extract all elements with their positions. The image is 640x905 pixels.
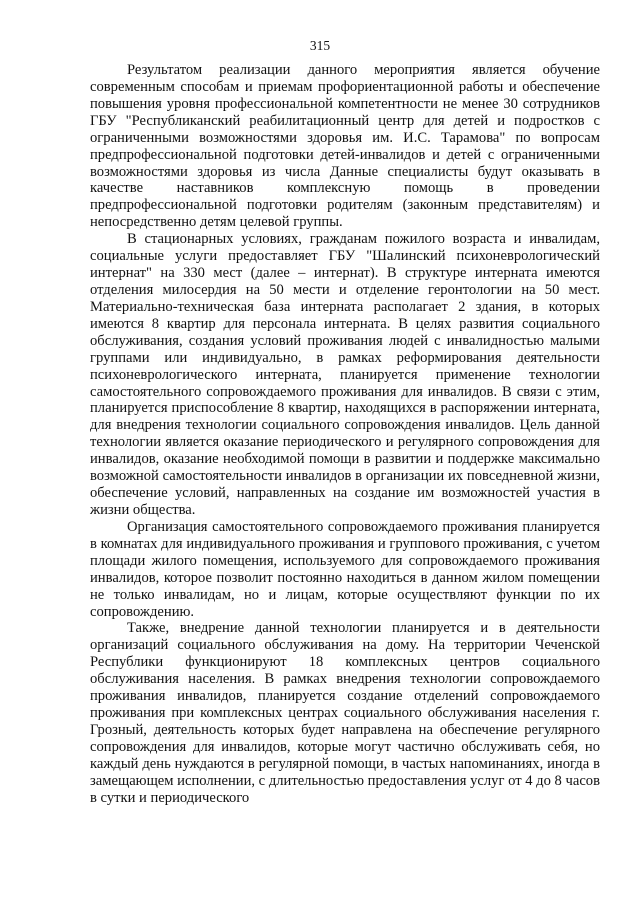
paragraph-1: Результатом реализации данного мероприятия является обучение современным способам и приемам профориентационной работы и обеспечение повышения уровня профессиональной компетентности не менее 30 сотрудников ГБУ "Республиканский реабилитационный центр для детей и подростков с ограниченными возможностями здоровья им. И.С. Тарамова" по вопросам предпрофессиональной подготовки детей-инвалидов и детей с ограниченными возможностями здоровья из числа Данные специалисты будут оказывать в качестве наставников комплексную помощь в проведении предпрофессиональной подготовки родителям (законным представителям) и непосредственно детям целевой группы.	[90, 62, 600, 231]
paragraph-3: Организация самостоятельного сопровождаемого проживания планируется в комнатах для индивидуального проживания и группового проживания, с учетом площади жилого помещения, используемого для сопровождаемого проживания инвалидов, которое позволит постоянно находиться в данном жилом помещении не только инвалидам, но и лицам, которые осуществляют функции по их сопровождению.	[90, 518, 600, 620]
body-text	[90, 62, 600, 807]
page-number: 315	[309, 38, 331, 53]
paragraph-2: В стационарных условиях, гражданам пожилого возраста и инвалидам, социальные услуги предоставляет ГБУ "Шалинский психоневрологический интернат" на 330 мест (далее – интернат). В структуре интерната имеются отделения милосердия на 50 мести и отделение геронтологии на 50 мест. Материально-техническая база интерната располагает 2 здания, в которых имеются 8 квартир для персонала интерната. В целях развития социального обслуживания, создания условий проживания людей с инвалидностью малыми группами или индивидуально, в рамках реформирования деятельности психоневрологического интерната, планируется применение технологии самостоятельного сопровождаемого проживания для инвалидов. В связи с этим, планируется приспособление 8 квартир, находящихся в распоряжении интерната, для внедрения технологии социального сопровождения инвалидов. Цель данной технологии является оказание периодического и регулярного сопровождения для инвалидов, оказание необходимой помощи в развитии и поддержке максимально возможной самостоятельности инвалидов в организации их повседневной жизни, обеспечение условий, направленных на создание им возможностей участия в жизни общества.	[90, 231, 600, 518]
paragraph-4: Также, внедрение данной технологии планируется и в деятельности организаций социального обслуживания на дому. На территории Чеченской Республики функционируют 18 комплексных центров социального обслуживания населения. В рамках внедрения технологии сопровождаемого проживания инвалидов, планируется создание отделений сопровождаемого проживания при комплексных центрах социального обслуживания населения г. Грозный, деятельность которых будет направлена на обеспечение регулярного сопровождения для инвалидов, которые могут частично обслуживать себя, но каждый день нуждаются в регулярной помощи, в частых напоминаниях, иногда в замещающем исполнении, с длительностью предоставления услуг от 4 до 8 часов в сутки и периодического	[90, 620, 600, 806]
